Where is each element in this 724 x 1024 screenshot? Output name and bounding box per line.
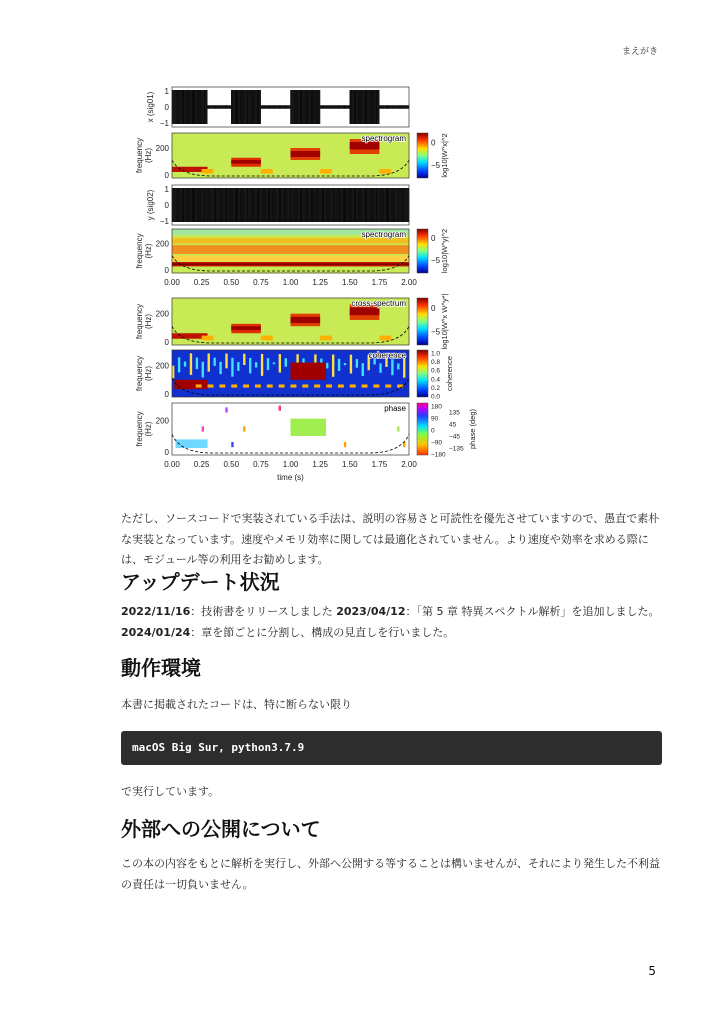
update-entry (121, 626, 454, 639)
x-tick-label: 0.50 (223, 278, 240, 287)
updates-list (121, 601, 669, 643)
x-axis-label: time (s) (277, 473, 304, 482)
panel-tag: spectrogram (361, 134, 406, 143)
spectral-band (202, 362, 204, 378)
spectral-band (397, 363, 399, 369)
x-tick-label: 0.75 (253, 460, 269, 469)
spectral-band (314, 384, 320, 387)
colorbar-tick: 135 (449, 409, 460, 417)
spectral-band (362, 384, 368, 387)
update-text: ：技術書をリリースしました (190, 605, 337, 618)
spectral-band (350, 307, 380, 315)
y-tick-label: −1 (159, 217, 169, 226)
y-tick-label: 0 (164, 448, 169, 457)
spectral-band (379, 336, 391, 341)
figure-panel-6 (135, 403, 477, 459)
spectral-band (362, 363, 364, 376)
spectral-band (184, 362, 186, 367)
spectral-band (172, 366, 174, 379)
y-tick-label: 0 (164, 390, 169, 399)
spectral-band (225, 354, 227, 369)
colorbar-label: phase (deg) (468, 408, 477, 450)
spectral-band (249, 358, 251, 373)
figure-panel-3 (135, 229, 449, 275)
spectral-band (261, 169, 273, 174)
updates-heading: アップデート状況 (121, 570, 280, 594)
intro-paragraph: ただし、ソースコードで実装されている手法は、説明の容易さと可読性を優先させていますので、愚直で素朴な実装となっています。速度やメモリ効率に関しては最適化されていません。より速度や効率を求める際には、モジュール等の利用をお勧めします。 (121, 512, 660, 566)
spectral-band (326, 363, 328, 369)
figure-panel-4 (135, 293, 449, 349)
spectral-band (356, 359, 358, 368)
spectral-band (261, 336, 273, 341)
colorbar (417, 133, 428, 178)
spectral-band (202, 336, 214, 341)
spectral-band (231, 160, 261, 164)
spectral-band (279, 406, 281, 411)
colorbar-tick: 0.8 (431, 359, 441, 367)
y-tick-label: 0 (164, 171, 169, 180)
x-tick-label: 0.25 (193, 278, 210, 287)
x-tick-label: 1.75 (371, 278, 388, 287)
spectral-band (320, 169, 332, 174)
x-tick-label: 1.25 (312, 278, 328, 287)
spectral-band (291, 419, 327, 436)
spectral-band (326, 384, 332, 387)
env-lead: 本書に掲載されたコードは、特に断らない限り (121, 698, 352, 711)
spectral-band (350, 142, 380, 150)
y-tick-label: 1 (164, 185, 169, 194)
spectral-band (350, 384, 356, 387)
spectral-band (231, 384, 237, 387)
spectral-band (350, 355, 352, 374)
spectral-band (243, 354, 245, 365)
figure-panel-0 (146, 87, 409, 128)
spectral-band (208, 353, 210, 371)
update-entry (121, 605, 336, 618)
y-axis-label: (Hz) (144, 421, 153, 437)
y-tick-label: 0 (164, 103, 169, 112)
x-tick-label: 0.75 (253, 278, 269, 287)
spectral-band (338, 359, 340, 371)
y-tick-label: 200 (155, 144, 169, 153)
spectral-band (302, 384, 308, 387)
colorbar-tick: 0 (431, 303, 436, 313)
spectral-band (320, 336, 332, 341)
spectral-band (202, 169, 214, 174)
signal-trace (172, 90, 409, 124)
update-date: 2024/01/24 (121, 626, 191, 639)
spectral-band (255, 384, 261, 387)
spectral-band (172, 245, 409, 254)
panel-tag: cross-spectrum (351, 299, 406, 308)
y-tick-label: 200 (155, 361, 169, 371)
y-tick-label: 200 (155, 309, 169, 319)
y-tick-label: 1 (164, 87, 169, 96)
x-tick-label: 1.75 (371, 460, 388, 469)
env-heading: 動作環境 (121, 656, 201, 680)
spectral-band (379, 363, 381, 372)
spectral-band (202, 426, 204, 431)
signal-trace (172, 188, 409, 222)
x-tick-label: 1.00 (282, 460, 299, 469)
y-tick-label: 0 (164, 338, 169, 347)
y-axis-label: (Hz) (144, 147, 153, 164)
colorbar-tick: 45 (449, 421, 457, 429)
y-tick-label: −1 (159, 119, 169, 128)
spectral-band (237, 362, 239, 371)
x-tick-label: 1.50 (341, 460, 358, 469)
panel-tag: phase (384, 404, 406, 413)
spectral-band (261, 354, 263, 376)
spectral-band (243, 384, 249, 387)
colorbar-tick: −5 (431, 160, 441, 170)
colorbar-label: log10|W^x W^y*| (440, 293, 449, 350)
y-axis-label: frequency (135, 303, 144, 340)
update-entry (336, 605, 659, 618)
spectral-band (255, 362, 257, 367)
colorbar-tick: 0 (431, 234, 436, 244)
x-tick-label: 1.50 (341, 278, 358, 287)
spectral-band (231, 358, 233, 377)
spectral-band (267, 358, 269, 370)
spectral-band (219, 362, 221, 374)
x-tick-label: 0.00 (164, 460, 180, 469)
running-header: まえがき (621, 47, 658, 57)
update-line (121, 601, 669, 622)
x-tick-label: 0.25 (193, 460, 210, 469)
spectral-band (243, 426, 245, 431)
spectral-band (231, 442, 233, 447)
figure-panel-5 (135, 350, 454, 401)
colorbar-tick: −5 (431, 327, 441, 337)
env-after: で実行しています。 (121, 785, 220, 798)
colorbar-tick: −5 (431, 256, 441, 266)
colorbar-label: log10|W^y|^2 (440, 228, 449, 274)
spectral-band (219, 384, 225, 387)
x-tick-label: 1.25 (312, 460, 328, 469)
y-axis-label: (Hz) (144, 365, 153, 382)
update-text: ：「第 5 章 特異スペクトル解析」を追加しました。 (405, 605, 660, 618)
spectral-band (285, 358, 287, 366)
y-tick-label: 200 (155, 239, 169, 249)
x-tick-label: 0.00 (164, 278, 180, 287)
colorbar-label: coherence (445, 355, 454, 392)
colorbar-tick: 0.4 (431, 376, 441, 384)
colorbar-tick: 0.0 (431, 393, 441, 401)
colorbar (417, 298, 428, 345)
spectral-band (174, 380, 207, 389)
spectral-band (332, 355, 334, 377)
colorbar-tick: 0 (431, 427, 435, 435)
colorbar-tick: 180 (431, 403, 442, 411)
spectral-band (338, 384, 344, 387)
colorbar (417, 403, 428, 455)
y-tick-label: 200 (155, 416, 169, 426)
colorbar-label: log10|W^x|^2 (440, 133, 449, 178)
colorbar-tick: −135 (449, 445, 464, 453)
y-axis-label: frequency (135, 233, 144, 269)
y-axis-label: frequency (135, 355, 144, 392)
panel-tag: coherence (368, 351, 406, 360)
colorbar-tick: 0 (431, 138, 436, 148)
wavelet-coherence-figure (0, 0, 724, 490)
spectral-band (344, 442, 346, 447)
colorbar-tick: 90 (431, 415, 439, 423)
colorbar-tick: 0.6 (431, 367, 441, 375)
spectral-band (291, 384, 297, 387)
spectral-band (231, 326, 261, 330)
spectral-band (273, 362, 275, 364)
page-number: 5 (648, 964, 656, 978)
spectral-band (225, 407, 227, 412)
x-tick-label: 2.00 (401, 278, 417, 287)
colorbar (417, 350, 428, 397)
figure-panel-1 (135, 133, 449, 180)
spectral-band (279, 384, 285, 387)
y-axis-label: x (sig01) (146, 91, 155, 123)
y-tick-label: 0 (164, 266, 169, 275)
spectral-band (291, 317, 321, 323)
spectral-band (279, 354, 281, 372)
colorbar (417, 229, 428, 273)
spectral-band (397, 426, 399, 431)
spectral-band (391, 359, 393, 375)
update-line (121, 622, 669, 643)
spectral-band (291, 151, 321, 157)
spectral-band (208, 384, 214, 387)
figure-panel-2 (146, 185, 409, 226)
spectral-band (291, 363, 327, 380)
x-tick-label: 0.50 (223, 460, 240, 469)
y-axis-label: frequency (135, 137, 144, 174)
spectral-band (176, 439, 208, 448)
y-axis-label: frequency (135, 411, 144, 447)
x-tick-label: 1.00 (282, 278, 299, 287)
update-text: ：章を節ごとに分割し、構成の見直しを行いました。 (190, 626, 455, 639)
spectral-band (213, 358, 215, 366)
y-axis-label: (Hz) (144, 313, 153, 330)
colorbar-tick: −180 (431, 451, 446, 459)
spectral-band (373, 384, 379, 387)
publish-paragraph: この本の内容をもとに解析を実行し、外部へ公開する等することは構いませんが、それにより発生した不利益の責任は一切負いません。 (121, 857, 660, 891)
spectral-band (172, 255, 409, 261)
publish-heading: 外部への公開について (121, 817, 321, 841)
colorbar-tick: −90 (431, 439, 443, 447)
update-date: 2022/11/16 (121, 605, 191, 618)
colorbar-tick: 1.0 (431, 350, 441, 358)
x-tick-label: 2.00 (401, 460, 417, 469)
spectral-band (190, 353, 192, 375)
spectral-band (178, 357, 180, 372)
spectral-band (172, 263, 409, 264)
spectral-band (267, 384, 273, 387)
colorbar-tick: −45 (449, 433, 461, 441)
spectral-band (385, 384, 391, 387)
y-tick-label: 0 (164, 201, 169, 210)
y-axis-label: (Hz) (144, 243, 153, 259)
y-axis-label: y (sig02) (146, 189, 155, 221)
spectral-band (196, 358, 198, 370)
spectral-band (379, 169, 391, 174)
code-block: macOS Big Sur, python3.7.9 (121, 731, 662, 765)
colorbar-tick: 0.2 (431, 384, 441, 392)
spectral-band (196, 384, 202, 387)
spectral-band (344, 363, 346, 365)
update-date: 2023/04/12 (336, 605, 406, 618)
panel-tag: spectrogram (361, 230, 406, 239)
